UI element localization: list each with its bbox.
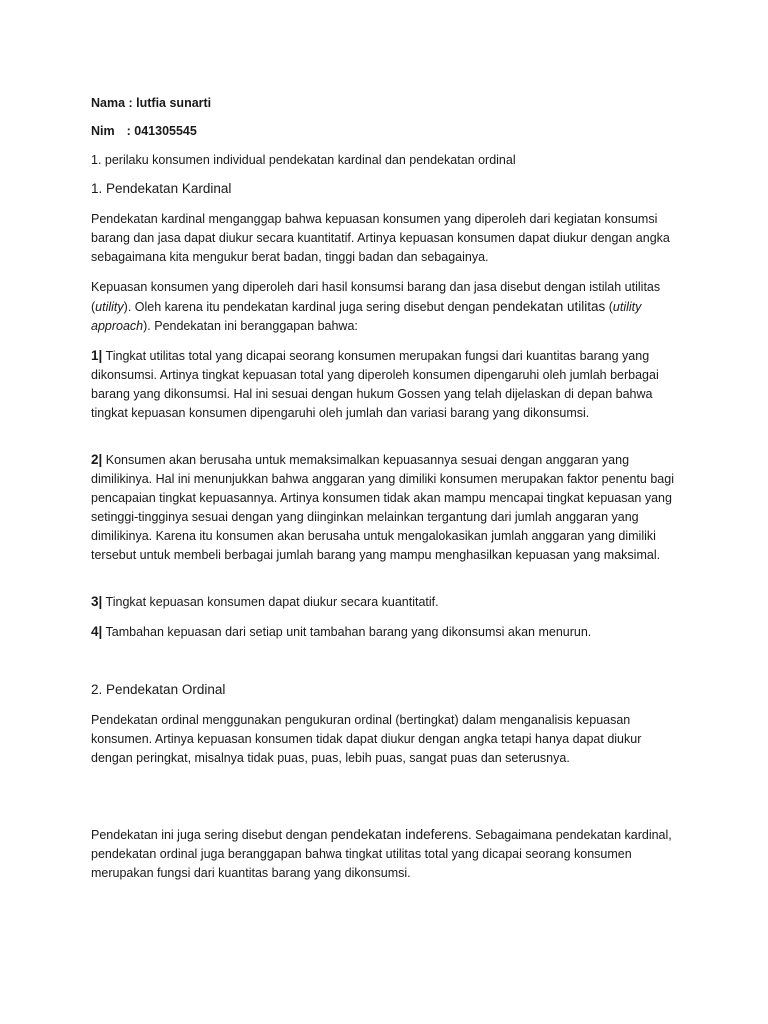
paragraph-ordinal-definition: Pendekatan ordinal menggunakan pengukuran ordinal (bertingkat) dalam menganalisis kepuasan konsumen. Artinya kepuasan konsumen tidak dapat diukur dengan angka tetapi hanya dapat diukur dengan peringkat, misalnya tidak puas, puas, lebih puas, sangat puas dan seterusnya. [91,713,642,765]
key-term: pendekatan indeferens [330,827,469,842]
paragraph-utilitas [91,278,683,336]
text-segment: ( [605,300,613,314]
list-text: Tambahan kepuasan dari setiap unit tambahan barang yang dikonsumsi akan menurun. [102,625,592,639]
list-text: Tingkat utilitas total yang dicapai seorang konsumen merupakan fungsi dari kuantitas barang yang dikonsumsi. Artinya tingkat kepuasan total yang diperoleh konsumen dipengaruhi oleh jumlah berbagai barang yang dikonsumsi. Hal ini sesuai dengan hukum Gossen yang telah dijelaskan di depan bahwa tingkat kepuasan konsumen dipengaruhi oleh jumlah dan variasi barang yang dikonsumsi. [91,349,659,420]
text-italic: utility [95,300,124,314]
text-segment: Pendekatan ini juga sering disebut dengan [91,828,331,842]
text-segment: Kepuasan konsumen yang diperoleh dari hasil konsumsi barang dan jasa disebut dengan istilah utilitas ( [91,280,661,314]
list-item-4 [91,622,683,642]
text-italic: utility approach [91,300,642,333]
student-nim [91,124,197,138]
list-text: Tingkat kepuasan konsumen dapat diukur secara kuantitatif. [102,595,439,609]
text-segment: ). Oleh karena itu pendekatan kardinal juga sering disebut dengan [123,300,493,314]
question-line: 1. perilaku konsumen individual pendekatan kardinal dan pendekatan ordinal [91,153,516,167]
text-segment: . Sebagaimana pendekatan kardinal, pendekatan ordinal juga beranggapan bahwa tingkat utilitas total yang dicapai seorang konsumen merupakan fungsi dari kuantitas barang yang dikonsumsi. [91,828,672,880]
list-number: 1| [91,348,103,363]
list-text: Konsumen akan berusaha untuk memaksimalkan kepuasannya sesuai dengan anggaran yang dimilikinya. Hal ini menunjukkan bahwa anggaran yang dimiliki konsumen merupakan faktor penentu bagi pencapaian tingkat kepuasannya. Artinya konsumen tidak akan mampu mencapai tingkat kepuasan yang setinggi-tingginya sesuai dengan yang diinginkan melainkan tergantung dari jumlah anggaran yang dimilikinya. Karena itu konsumen akan berusaha untuk mengalokasikan jumlah anggaran yang dimiliki tersebut untuk membeli berbagai jumlah barang yang mampu menghasilkan kepuasan yang maksimal. [91,453,674,562]
list-item-2 [91,450,683,565]
section-title-kardinal: 1. Pendekatan Kardinal [91,181,232,196]
paragraph-kardinal-definition: Pendekatan kardinal menganggap bahwa kepuasan konsumen yang diperoleh dari kegiatan konsumsi barang dan jasa dapat diukur secara kuantitatif. Artinya kepuasan konsumen dapat diukur dengan angka sebagaimana kita mengukur berat badan, tinggi badan dan sebagainya. [91,212,670,264]
key-term: pendekatan utilitas [492,299,606,314]
nim-value: : 041305545 [126,124,197,138]
student-name: Nama : lutfia sunarti [91,96,212,110]
paragraph-indeferens [91,825,683,883]
list-number: 4| [91,624,103,639]
section-title-ordinal: 2. Pendekatan Ordinal [91,682,226,697]
list-item-1 [91,346,683,423]
list-number: 3| [91,594,103,609]
list-number: 2| [91,452,103,467]
nim-label: Nim [91,124,115,138]
list-item-3 [91,592,683,612]
text-segment: ). Pendekatan ini beranggapan bahwa: [143,319,358,333]
